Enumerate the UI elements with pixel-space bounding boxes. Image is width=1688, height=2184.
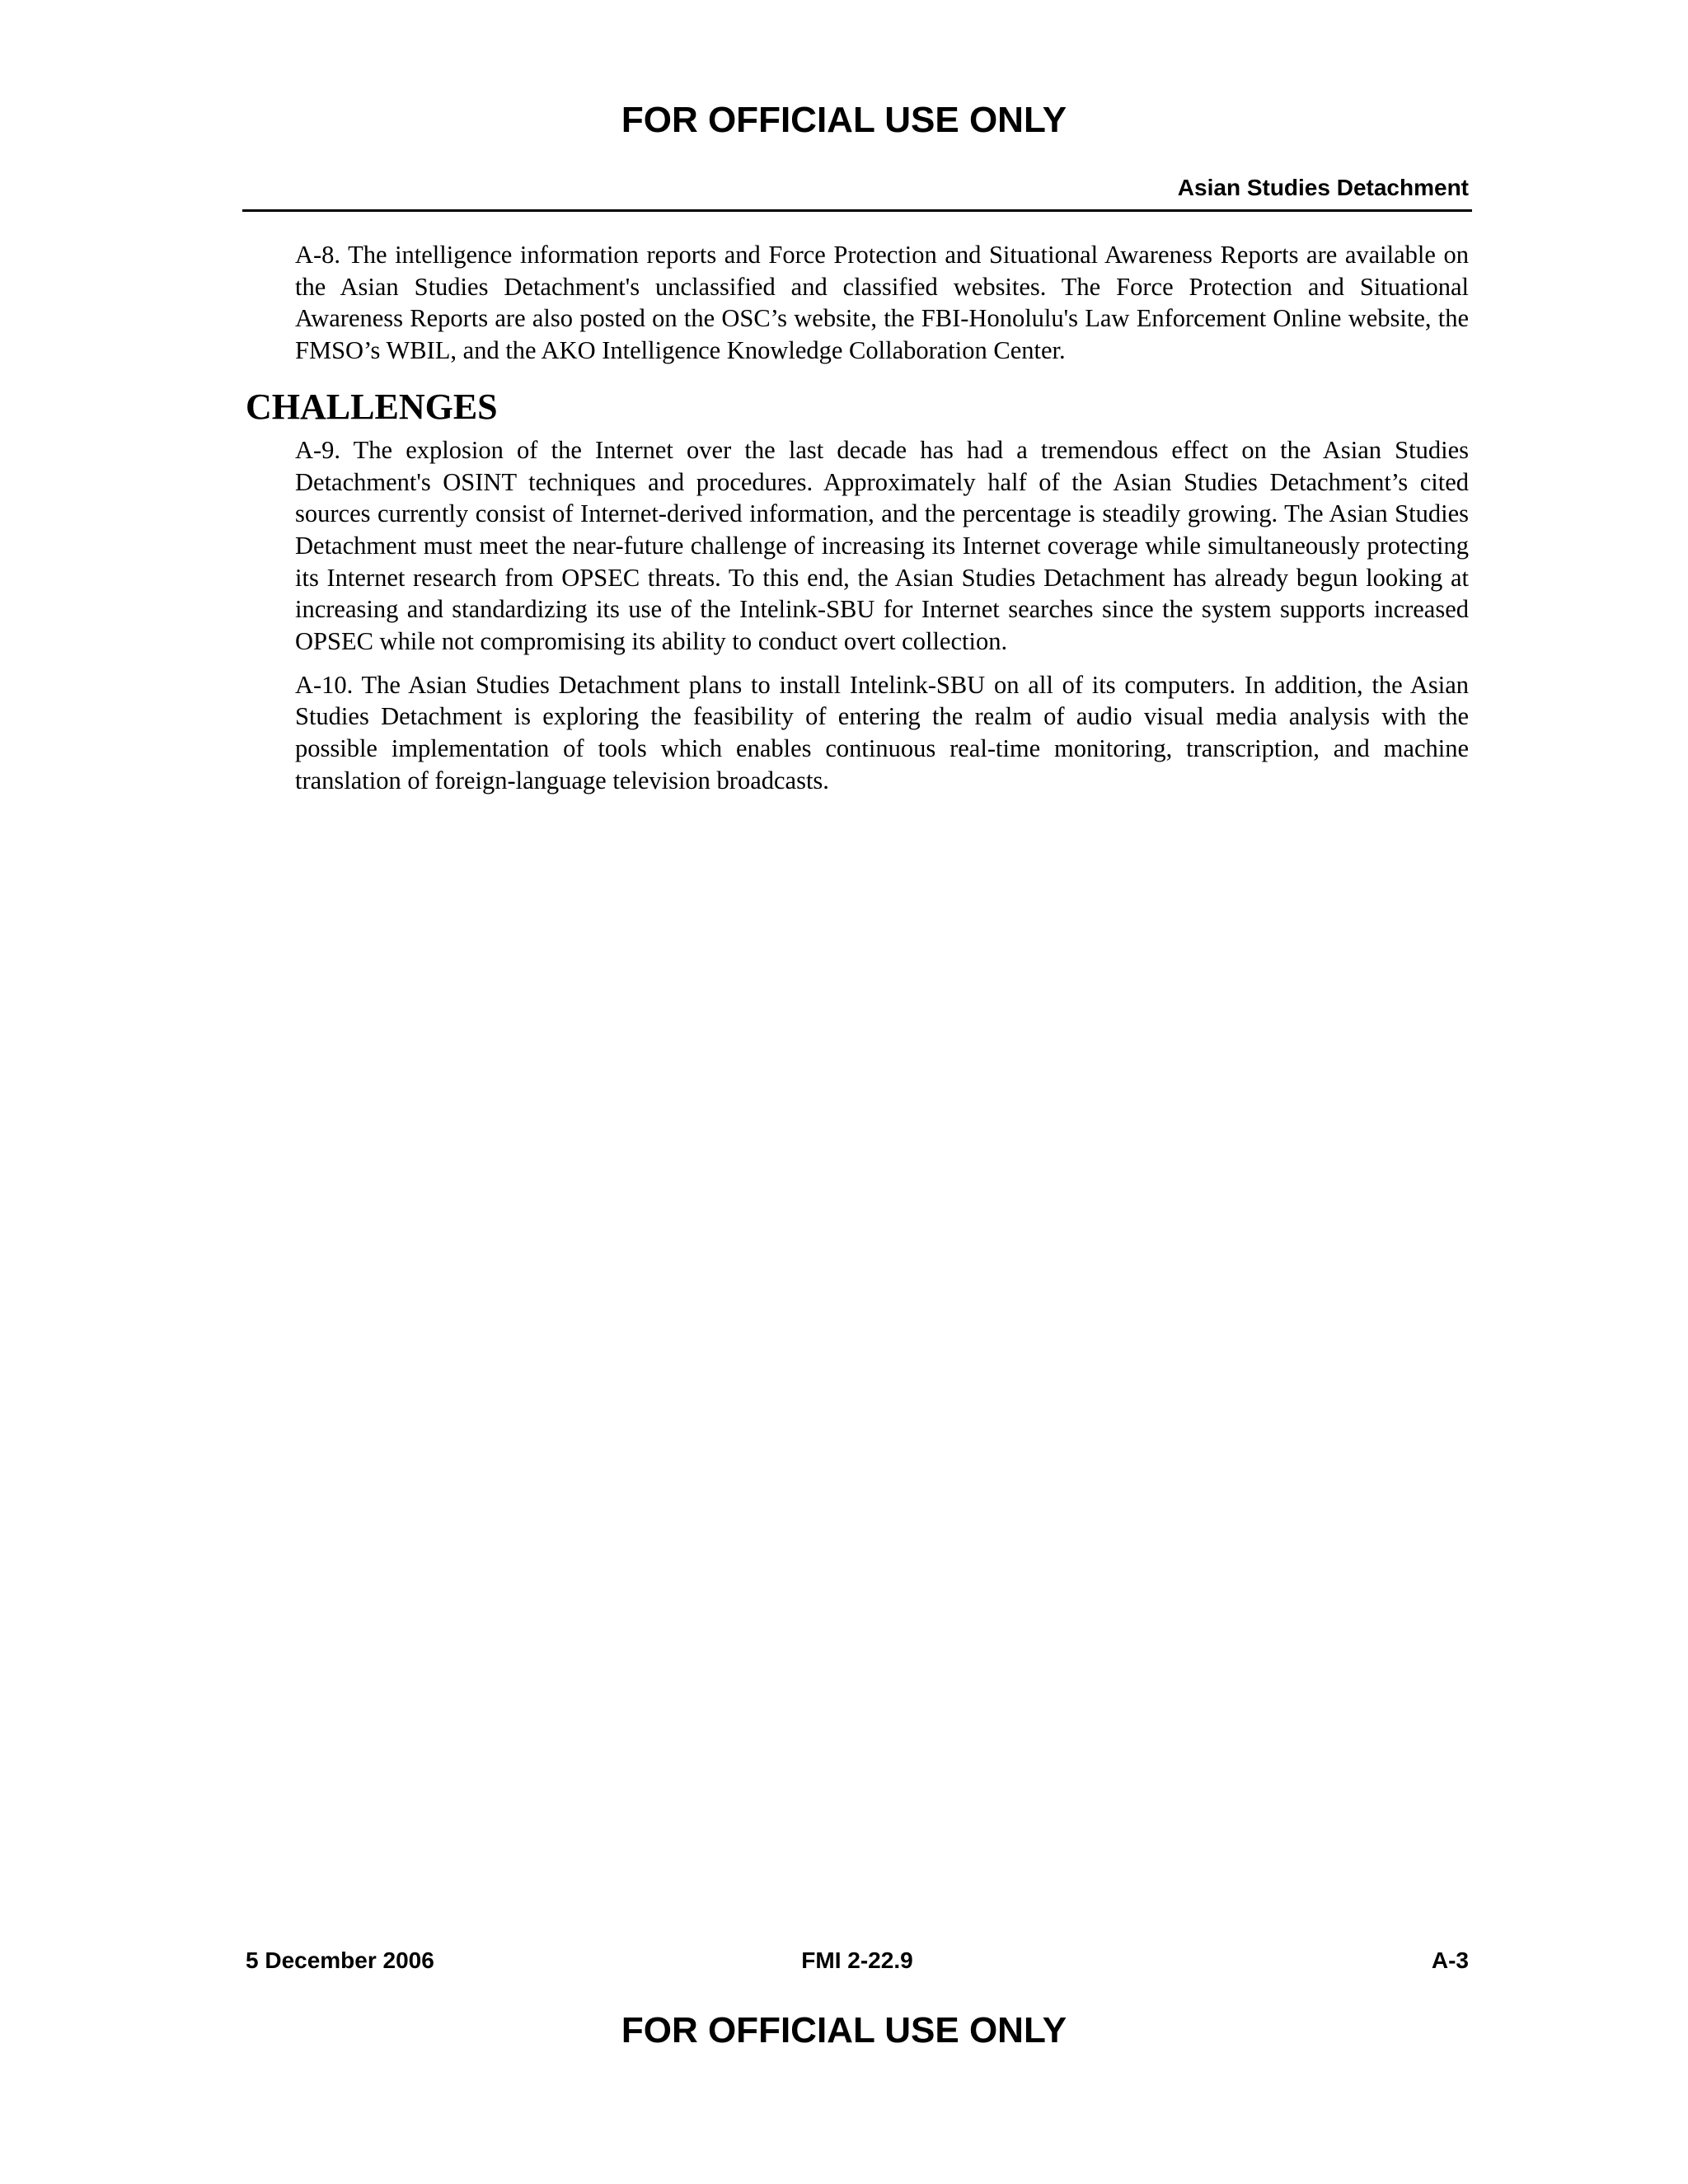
section-heading-challenges: CHALLENGES: [246, 386, 498, 427]
running-head: [242, 173, 1472, 212]
classification-banner-bottom: FOR OFFICIAL USE ONLY: [621, 2010, 1067, 2050]
classification-banner-top: FOR OFFICIAL USE ONLY: [621, 100, 1067, 140]
paragraph-a10: A-10. The Asian Studies Detachment plans to install Intelink-SBU on all of its computers. In addition, the Asian Studies Detachment is exploring the feasibility of entering the realm of audio visual media analysis with the possible implementation of tools which enables continuous real-time monitoring, transcription, and machine translation of foreign-language television broadcasts.: [295, 670, 1469, 794]
page-footer: [246, 1947, 1469, 1976]
paragraph-a9: A-9. The explosion of the Internet over the last decade has had a tremendous effect on the Asian Studies Detachment's OSINT techniques and procedures. Approximately half of the Asian Studies Detachment’s cited sources currently consist of Internet-derived information, and the percentage is steadily growing. The Asian Studies Detachment must meet the near-future challenge of increasing its Internet coverage while simultaneously protecting its Internet research from OPSEC threats. To this end, the Asian Studies Detachment has already begun looking at increasing and standardizing its use of the Intelink-SBU for Internet searches since the system supports increased OPSEC while not compromising its ability to conduct overt collection.: [295, 435, 1469, 656]
page-body: [246, 239, 1469, 808]
paragraph-a8: A-8. The intelligence information reports and Force Protection and Situational Awareness Reports are available on the Asian Studies Detachment's unclassified and classified websites. The Force Protection and Situational Awareness Reports are also posted on the OSC’s website, the FBI-Honolulu's Law Enforcement Online website, the FMSO’s WBIL, and the AKO Intelligence Knowledge Collaboration Center.: [295, 241, 1469, 365]
footer-page-number: A-3: [1431, 1947, 1469, 1973]
footer-publication: FMI 2-22.9: [801, 1947, 913, 1973]
running-head-title: Asian Studies Detachment: [1177, 175, 1469, 200]
footer-date: 5 December 2006: [246, 1947, 434, 1973]
